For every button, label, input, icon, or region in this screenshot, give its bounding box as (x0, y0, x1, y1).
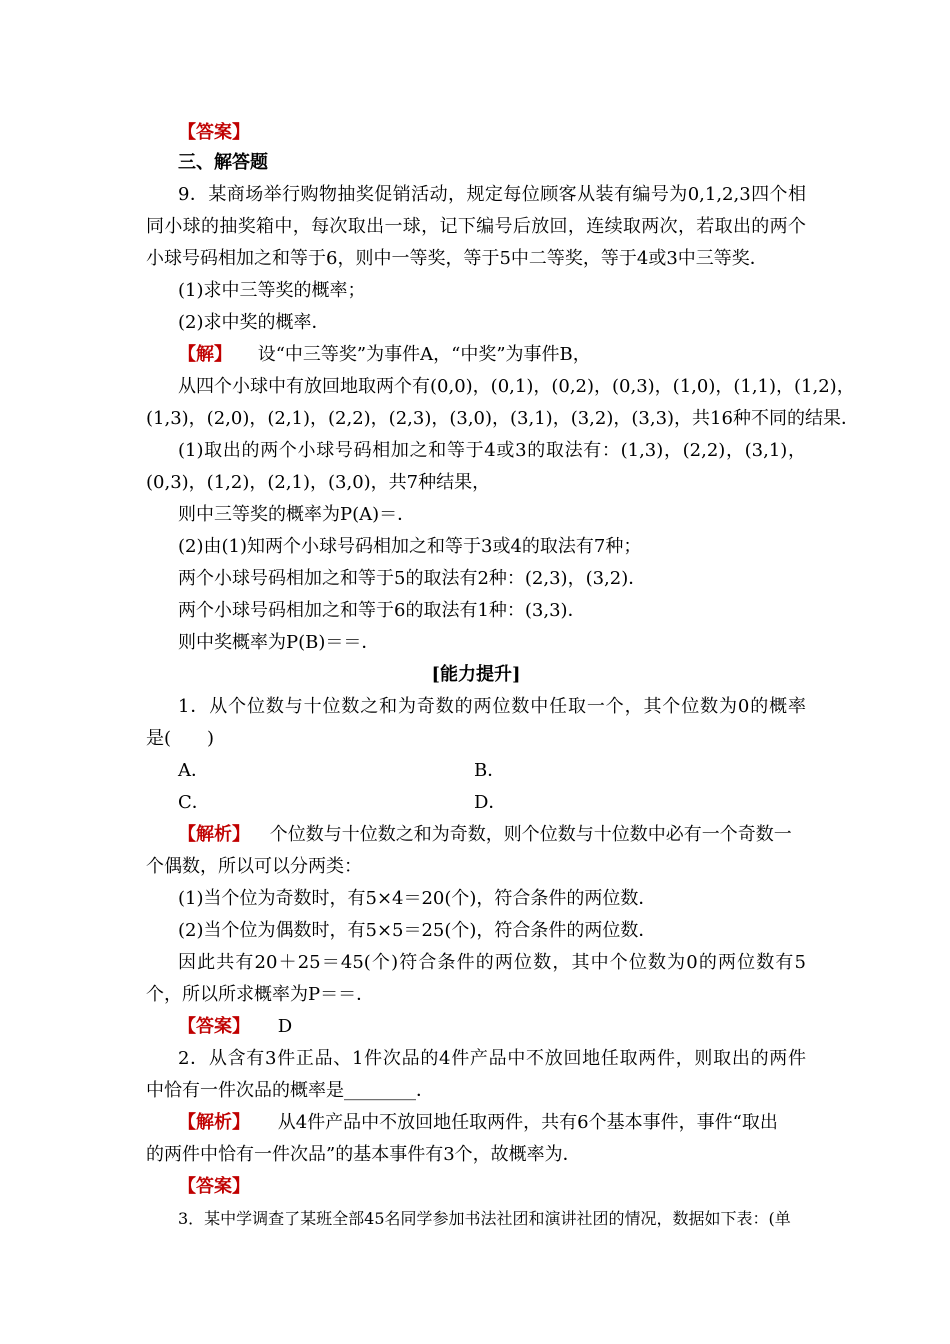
analysis-2-line-1 (178, 1111, 806, 1135)
problem-9-line-2: 同小球的抽奖箱中，每次取出一球，记下编号后放回，连续取两次，若取出的两个 (146, 216, 806, 237)
solution-9-line-1 (178, 343, 838, 367)
analysis-2-text-1: 从4件产品中不放回地任取两件，共有6个基本事件，事件“取出 (277, 1112, 778, 1133)
analysis-2-line-2: 的两件中恰有一件次品”的基本事件有3个，故概率为． (146, 1144, 581, 1165)
analysis-tag: 【解析】 (178, 824, 250, 845)
problem-9-question-2: (2)求中奖的概率． (178, 312, 330, 333)
solution-9-line-7: (2)由(1)知两个小球号码相加之和等于3或4的取法有7种； (178, 536, 642, 557)
solution-9-line-8: 两个小球号码相加之和等于5的取法有2种：(2,3)，(3,2)． (178, 568, 647, 589)
problem-9-line-1: 9．某商场举行购物抽奖促销活动，规定每位顾客从装有编号为0,1,2,3四个相 (178, 184, 806, 205)
answer-tag: 【答案】 (178, 1176, 250, 1197)
section-heading: 三、解答题 (178, 152, 268, 173)
option-c: C． (178, 792, 210, 813)
analysis-1-line-4: (2)当个位为偶数时，有5×5＝25(个)，符合条件的两位数． (178, 920, 657, 941)
solution-9-line-2: 从四个小球中有放回地取两个有(0,0)，(0,1)，(0,2)，(0,3)，(1,0)，(1,1)，(1,2)， (178, 376, 855, 397)
analysis-tag: 【解析】 (178, 1112, 250, 1133)
analysis-1-line-1 (178, 823, 806, 847)
analysis-1-line-3: (1)当个位为奇数时，有5×4＝20(个)，符合条件的两位数． (178, 888, 657, 909)
ability-heading: [能力提升] (431, 664, 521, 685)
solution-9-line-9: 两个小球号码相加之和等于6的取法有1种：(3,3)． (178, 600, 586, 621)
analysis-1-line-5: 因此共有20＋25＝45(个)符合条件的两位数，其中个位数为0的两位数有5 (178, 952, 806, 973)
problem-2-line-2: 中恰有一件次品的概率是________． (146, 1080, 434, 1101)
problem-3-line-1: 3．某中学调查了某班全部45名同学参加书法社团和演讲社团的情况，数据如下表：(单 (178, 1209, 791, 1228)
option-d: D． (474, 792, 507, 813)
analysis-1-text-1: 个位数与十位数之和为奇数，则个位数与十位数中必有一个奇数一 (269, 824, 792, 845)
answer-1-value: D (277, 1016, 293, 1037)
problem-9-line-3: 小球号码相加之和等于6，则中一等奖，等于5中二等奖，等于4或3中三等奖． (146, 248, 768, 269)
solution-tag: 【解】 (178, 344, 232, 365)
analysis-1-line-2: 个偶数，所以可以分两类： (146, 856, 362, 877)
problem-9-question-1: (1)求中三等奖的概率； (178, 280, 366, 301)
problem-2-line-1: 2．从含有3件正品、1件次品的4件产品中不放回地任取两件，则取出的两件 (178, 1048, 806, 1069)
answer-tag: 【答案】 (178, 1016, 250, 1037)
solution-9-text-1: 设“中三等奖”为事件A，“中奖”为事件B， (257, 344, 591, 365)
solution-9-line-4: (1)取出的两个小球号码相加之和等于4或3的取法有：(1,3)，(2,2)，(3,1)， (178, 440, 806, 461)
option-a: A． (178, 760, 209, 781)
answer-1-line (178, 1015, 838, 1039)
analysis-1-line-6: 个，所以所求概率为P＝＝． (146, 984, 375, 1005)
problem-1-line-1: 1．从个位数与十位数之和为奇数的两位数中任取一个，其个位数为0的概率 (178, 696, 806, 717)
solution-9-line-10: 则中奖概率为P(B)＝＝． (178, 632, 380, 653)
problem-1-line-2: 是( ) (146, 728, 215, 749)
solution-9-line-3: (1,3)，(2,0)，(2,1)，(2,2)，(2,3)，(3,0)，(3,1)，(3,2)，(3,3)，共16种不同的结果． (146, 408, 859, 429)
solution-9-line-5: (0,3)，(1,2)，(2,1)，(3,0)，共7种结果， (146, 472, 491, 493)
option-b: B． (474, 760, 506, 781)
solution-9-line-6: 则中三等奖的概率为P(A)＝． (178, 504, 416, 525)
answer-tag: 【答案】 (178, 122, 250, 143)
